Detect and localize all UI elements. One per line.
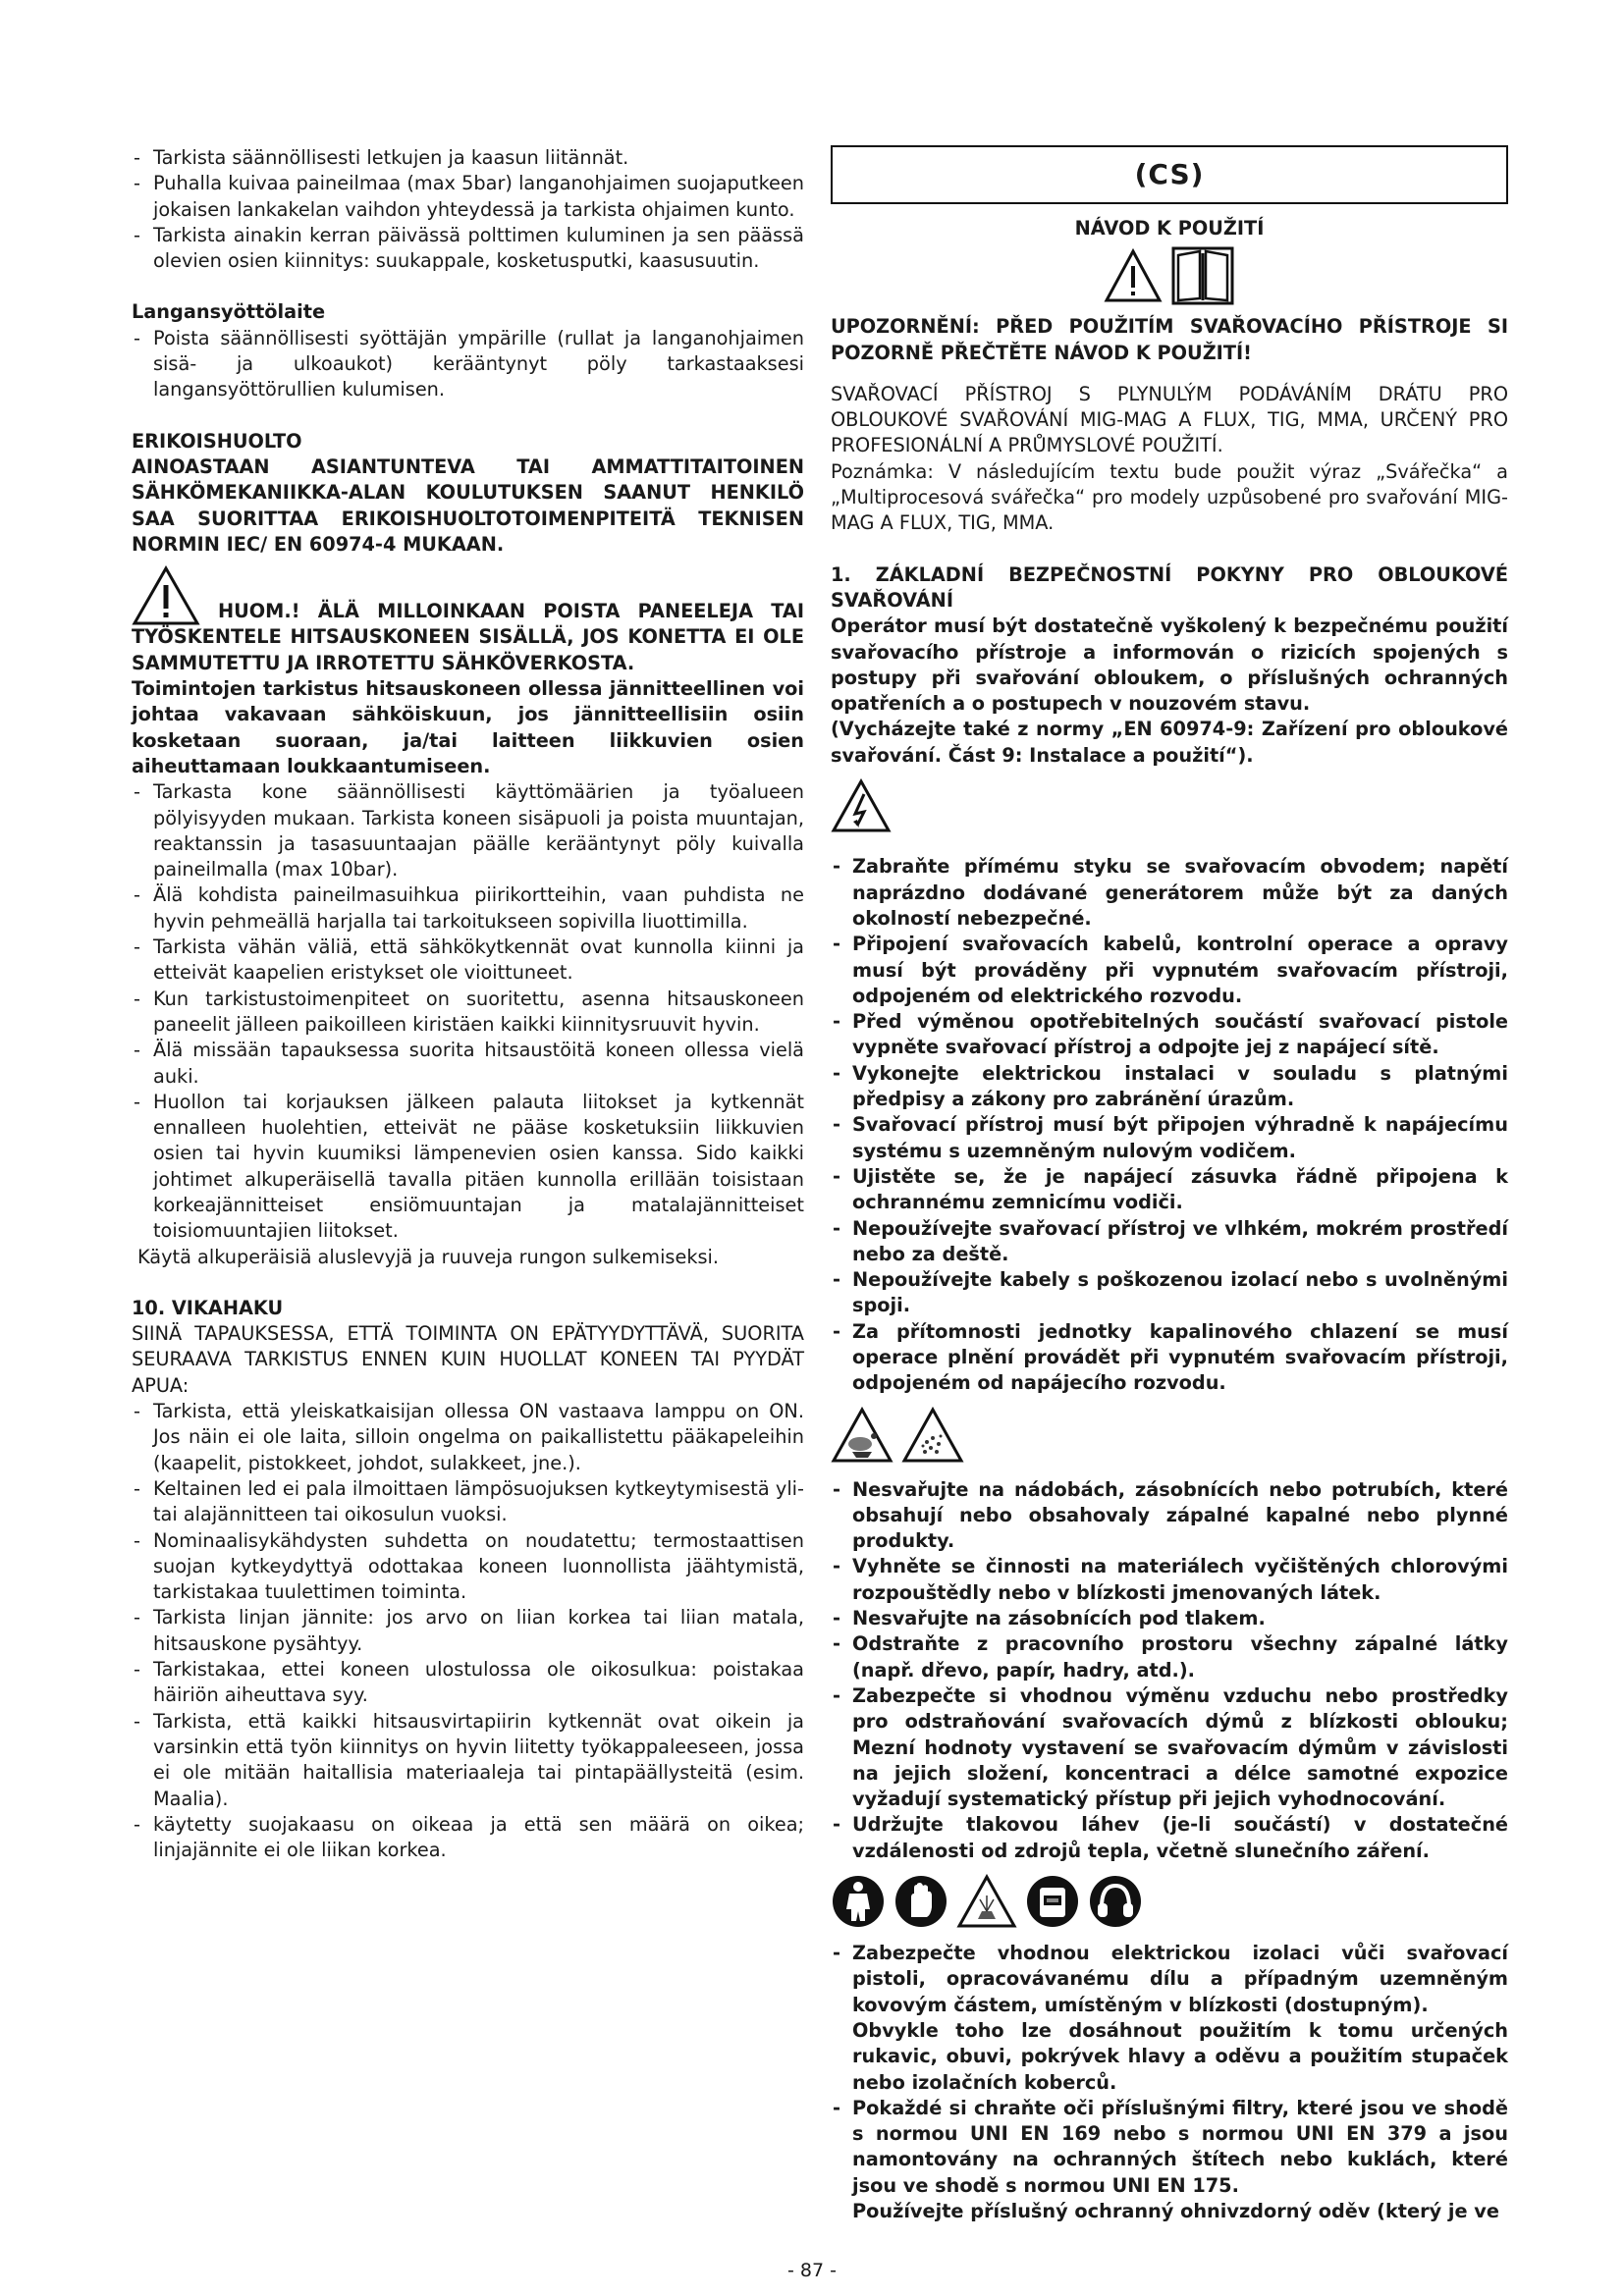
list-item: - Vykonejte elektrickou instalaci v souladu s platnými předpisy a zákony pro zabránění úrazům. <box>831 1061 1508 1113</box>
list-item: - Kun tarkistustoimenpiteet on suoritettu, asenna hitsauskoneen paneelit jälleen paikoilleen kiristäen kaikki kiinnitysruuvit hyvin. <box>132 987 804 1039</box>
product-description: SVAŘOVACÍ PŘÍSTROJ S PLYNULÝM PODÁVÁNÍM DRÁTU PRO OBLOUKOVÉ SVAŘOVÁNÍ MIG-MAG A FLUX, TIG, MMA, URČENÝ PRO PROFESIONÁLNÍ A PRŮMYSLOVÉ POUŽITÍ. <box>831 382 1508 457</box>
feeder-list <box>132 326 804 403</box>
ppe-item-continuation: Používejte příslušný ochranný ohnivzdorný oděv (který je ve <box>852 2200 1499 2222</box>
feeder-heading: Langansyöttölaite <box>132 300 326 324</box>
naming-note: Poznámka: V následujícím textu bude použit výraz „Svářečka“ a „Multiprocesová svářečka“ pro modely uzpůsobené pro svařování MIG-MAG A FLUX, TIG, MMA. <box>831 459 1508 535</box>
list-item: - Před výměnou opotřebitelných součástí svařovací pistole vypněte svařovací přístroj a odpojte jej z napájecí sítě. <box>831 1009 1508 1061</box>
list-item: - Za přítomnosti jednotky kapalinového chlazení se musí operace plnění provádět při vypnutém svařovacím přístroji, odpojeném od napájecího rozvodu. <box>831 1319 1508 1397</box>
list-item: - Nominaalisykähdysten suhdetta on noudatettu; termostaattisen suojan kytkeydyttyä odottakaa koneen luonnollista jäähtymistä, tarkistakaa tuulettimen toiminta. <box>132 1528 804 1606</box>
protective-clothing-icon <box>831 1874 886 1929</box>
list-item: - Vyhněte se činnosti na materiálech vyčištěných chlorovými rozpouštědly nebo v blízkosti jmenovaných látek. <box>831 1554 1508 1606</box>
list-item: - Tarkasta kone säännöllisesti käyttömäärien ja työalueen pölyisyyden mukaan. Tarkista koneen sisäpuoli ja poista muuntajan, reaktanssin ja tasasuuntaajan päälle kerääntynyt pöly kuivalla paineilmalla (max 10bar). <box>132 779 804 882</box>
list-item: - Tarkistakaa, ettei koneen ulostulossa ole oikosulkua: poistakaa häiriön aiheuttava syy. <box>132 1657 804 1709</box>
ppe-item-text: Zabezpečte vhodnou elektrickou izolaci vůči svařovací pistoli, opracovávanému dílu a případným uzemněným kovovým částem, umístěným v blízkosti (dostupným). <box>852 1942 1508 2016</box>
huom-block <box>132 599 804 676</box>
list-item: - Tarkista, että kaikki hitsausvirtapiirin kytkennät ovat oikein ja varsinkin että työn kiinnitys on hyvin liitetty työkappaleeseen, jossa ei ole mitään haitallisia materiaaleja tai pintapäällysteitä (esim. Maalia). <box>132 1709 804 1812</box>
service-list <box>132 779 804 1244</box>
service-tail: Käytä alkuperäisiä aluslevyjä ja ruuveja rungon sulkemiseksi. <box>137 1245 720 1268</box>
list-item <box>831 1941 1508 2096</box>
fire-icons <box>831 1407 1508 1464</box>
fault-heading: 10. VIKAHAKU <box>132 1296 284 1319</box>
hose-check-list <box>132 145 804 274</box>
manual-icons <box>831 245 1508 306</box>
list-item <box>831 2096 1508 2224</box>
ppe-list <box>831 1941 1508 2224</box>
electric-shock-icon <box>831 778 892 833</box>
list-item: - Nepoužívejte kabely s poškozenou izolací nebo s uvolněnými spoji. <box>831 1267 1508 1319</box>
open-book-icon <box>1170 245 1235 306</box>
electric-safety-list <box>831 854 1508 1396</box>
explosion-hazard-icon <box>901 1407 964 1464</box>
list-item: - Ujistěte se, že je napájecí zásuvka řádně připojena k ochrannému zemnicímu vodiči. <box>831 1164 1508 1216</box>
language-code-box: (CS) <box>831 145 1508 204</box>
list-item: - Odstraňte z pracovního prostoru všechny zápalné látky (např. dřevo, papír, hadry, atd.). <box>831 1631 1508 1683</box>
list-item: - Keltainen led ei pala ilmoittaen lämpösuojuksen kytkeytymisestä yli- tai alajännitteen tai oikosulun vuoksi. <box>132 1476 804 1528</box>
fire-hazard-icon <box>831 1407 893 1464</box>
ppe-icons <box>831 1874 1508 1929</box>
electric-icon-wrap <box>831 778 1508 840</box>
sparks-warning-icon <box>956 1874 1017 1929</box>
ppe-item-text: Pokaždé si chraňte oči příslušnými filtry, které jsou ve shodě s normou UNI EN 169 nebo s normou UNI EN 379 a jsou namontovány na ochranných štítech nebo kuklách, které jsou ve shodě s normou UNI EN 175. <box>852 2096 1508 2197</box>
ppe-item-continuation: Obvykle toho lze dosáhnout použitím k tomu určených rukavic, obuvi, pokrývek hlavy a oděvu a použitím stupaček nebo izolačních koberců. <box>852 2018 1508 2094</box>
fire-safety-list <box>831 1477 1508 1864</box>
list-item: - Udržujte tlakovou láhev (je-li součástí) v dostatečné vzdálenosti od zdrojů tepla, včetně slunečního záření. <box>831 1812 1508 1864</box>
safety-heading: 1. ZÁKLADNÍ BEZPEČNOSTNÍ POKYNY PRO OBLOUKOVÉ SVAŘOVÁNÍ <box>831 562 1508 612</box>
ear-protection-icon <box>1088 1874 1143 1929</box>
huom-warning: HUOM.! ÄLÄ MILLOINKAAN POISTA PANEELEJA TAI TYÖSKENTELE HITSAUSKONEEN SISÄLLÄ, JOS KONETTA EI OLE SAMMUTETTU JA IRROTETTU SÄHKÖVERKOSTA. <box>132 600 804 674</box>
list-item: - Poista säännöllisesti syöttäjän ympärille (rullat ja langanohjaimen sisä- ja ulkoaukot) kerääntynyt pöly tarkastaaksesi langansyöttörullien kulumisen. <box>132 326 804 403</box>
list-item: - Připojení svařovacích kabelů, kontrolní operace a opravy musí být prováděny při vypnutém svařovacím přístroji, odpojeném od elektrického rozvodu. <box>831 932 1508 1009</box>
list-item: - Huollon tai korjauksen jälkeen palauta liitokset ja kytkennät ennalleen huolehtien, etteivät ne pääse kosketuksiin liikkuvien osien tai hyvin kuumiksi lämpenevien osien kanssa. Sido kaikki johtimet alkuperäisellä tavalla pitäen kunnolla erillään toisistaan korkeajännitteiset ensiömuuntajan ja matalajännitteiset toisiomuuntajien liitokset. <box>132 1090 804 1245</box>
fault-list <box>132 1399 804 1863</box>
fault-intro: SIINÄ TAPAUKSESSA, ETTÄ TOIMINTA ON EPÄTYYDYTTÄVÄ, SUORITA SEURAAVA TARKISTUS ENNEN KUIN HUOLLAT KONEEN TAI PYYDÄT APUA: <box>132 1322 804 1397</box>
list-item: - Tarkista, että yleiskatkaisijan ollessa ON vastaava lamppu on ON. Jos näin ei ole laita, silloin ongelma on paikallistettu pääkapeleihin (kaapelit, pistokkeet, johdot, sulakkeet, jne.). <box>132 1399 804 1476</box>
list-item: - käytetty suojakaasu on oikeaa ja että sen määrä on oikea; linjajännite ei ole liikan korkea. <box>132 1812 804 1864</box>
gloves-icon <box>893 1874 948 1929</box>
list-item: - Zabezpečte si vhodnou výměnu vzduchu nebo prostředky pro odstraňování svařovacích dýmů z blízkosti oblouku; Mezní hodnoty vystavení se svařovacím dýmům v závislosti na jejich složení, koncentraci a délce samotné expozice vyžadují systematický přístup při jejich vyhodnocování. <box>831 1683 1508 1812</box>
list-item: - Nesvařujte na nádobách, zásobnících nebo potrubích, které obsahují nebo obsahovaly zápalné kapalné nebo plynné produkty. <box>831 1477 1508 1555</box>
list-item: - Zabraňte přímému styku se svařovacím obvodem; napětí naprázdno dodávané generátorem může být za daných okolností nebezpečné. <box>831 854 1508 932</box>
safety-intro: Operátor musí být dostatečně vyškolený k bezpečnému použití svařovacího přístroje a informován o rizicích spojených s postupy při svařování obloukem, o příslušných ochranných opatřeních a o postupech v nouzovém stavu. <box>831 614 1508 716</box>
huom-bold-text: Toimintojen tarkistus hitsauskoneen ollessa jännitteellinen voi johtaa vakavaan sähköiskuun, jos jännitteellisiin osiin kosketaan suoraan, ja/tai laitteen liikkuvien osien aiheuttamaan loukkaantumiseen. <box>132 677 804 777</box>
list-item: - Tarkista ainakin kerran päivässä polttimen kuluminen ja sen päässä olevien osien kiinnitys: suukappale, kosketusputki, kaasusuutin. <box>132 223 804 275</box>
list-item: - Älä kohdista paineilmasuihkua piirikortteihin, vaan puhdista ne hyvin pehmeällä harjalla tai tarkoitukseen sopivilla liuottimilla. <box>132 882 804 934</box>
safety-norm: (Vycházejte také z normy „EN 60974-9: Zařízení pro obloukové svařování. Část 9: Instalace a použití“). <box>831 718 1508 767</box>
right-column <box>831 145 1508 2224</box>
warning-triangle-icon <box>1104 248 1163 303</box>
manual-title: NÁVOD K POUŽITÍ <box>1074 217 1265 240</box>
face-shield-icon <box>1025 1874 1080 1929</box>
left-column <box>132 145 804 1863</box>
list-item: - Nesvařujte na zásobnících pod tlakem. <box>831 1606 1508 1631</box>
list-item: - Tarkista linjan jännite: jos arvo on liian korkea tai liian matala, hitsauskone pysähtyy. <box>132 1605 804 1657</box>
warning-triangle-icon <box>132 565 200 626</box>
list-item: - Tarkista säännöllisesti letkujen ja kaasun liitännät. <box>132 145 804 171</box>
read-manual-warning: UPOZORNĚNÍ: PŘED POUŽITÍM SVAŘOVACÍHO PŘÍSTROJE SI POZORNĚ PŘEČTĚTE NÁVOD K POUŽITÍ! <box>831 315 1508 364</box>
list-item: - Älä missään tapauksessa suorita hitsaustöitä koneen ollessa vielä auki. <box>132 1038 804 1090</box>
special-maintenance-heading: ERIKOISHUOLTO <box>132 429 302 453</box>
special-maintenance-text: AINOASTAAN ASIANTUNTEVA TAI AMMATTITAITOINEN SÄHKÖMEKANIIKKA-ALAN KOULUTUKSEN SAANUT HENKILÖ SAA SUORITTAA ERIKOISHUOLTOTOIMENPITEITÄ TEKNISEN NORMIN IEC/ EN 60974-4 MUKAAN. <box>132 454 804 556</box>
list-item: - Nepoužívejte svařovací přístroj ve vlhkém, mokrém prostředí nebo za deště. <box>831 1216 1508 1268</box>
list-item: - Puhalla kuivaa paineilmaa (max 5bar) langanohjaimen suojaputkeen jokaisen lankakelan vaihdon yhteydessä ja tarkista ohjaimen kunto. <box>132 171 804 223</box>
list-item: - Svařovací přístroj musí být připojen výhradně k napájecímu systému s uzemněným nulovým vodičem. <box>831 1112 1508 1164</box>
page-number: - 87 - <box>787 2260 837 2281</box>
list-item: - Tarkista vähän väliä, että sähkökytkennät ovat kunnolla kiinni ja etteivät kaapelien eristykset ole vioittuneet. <box>132 934 804 987</box>
